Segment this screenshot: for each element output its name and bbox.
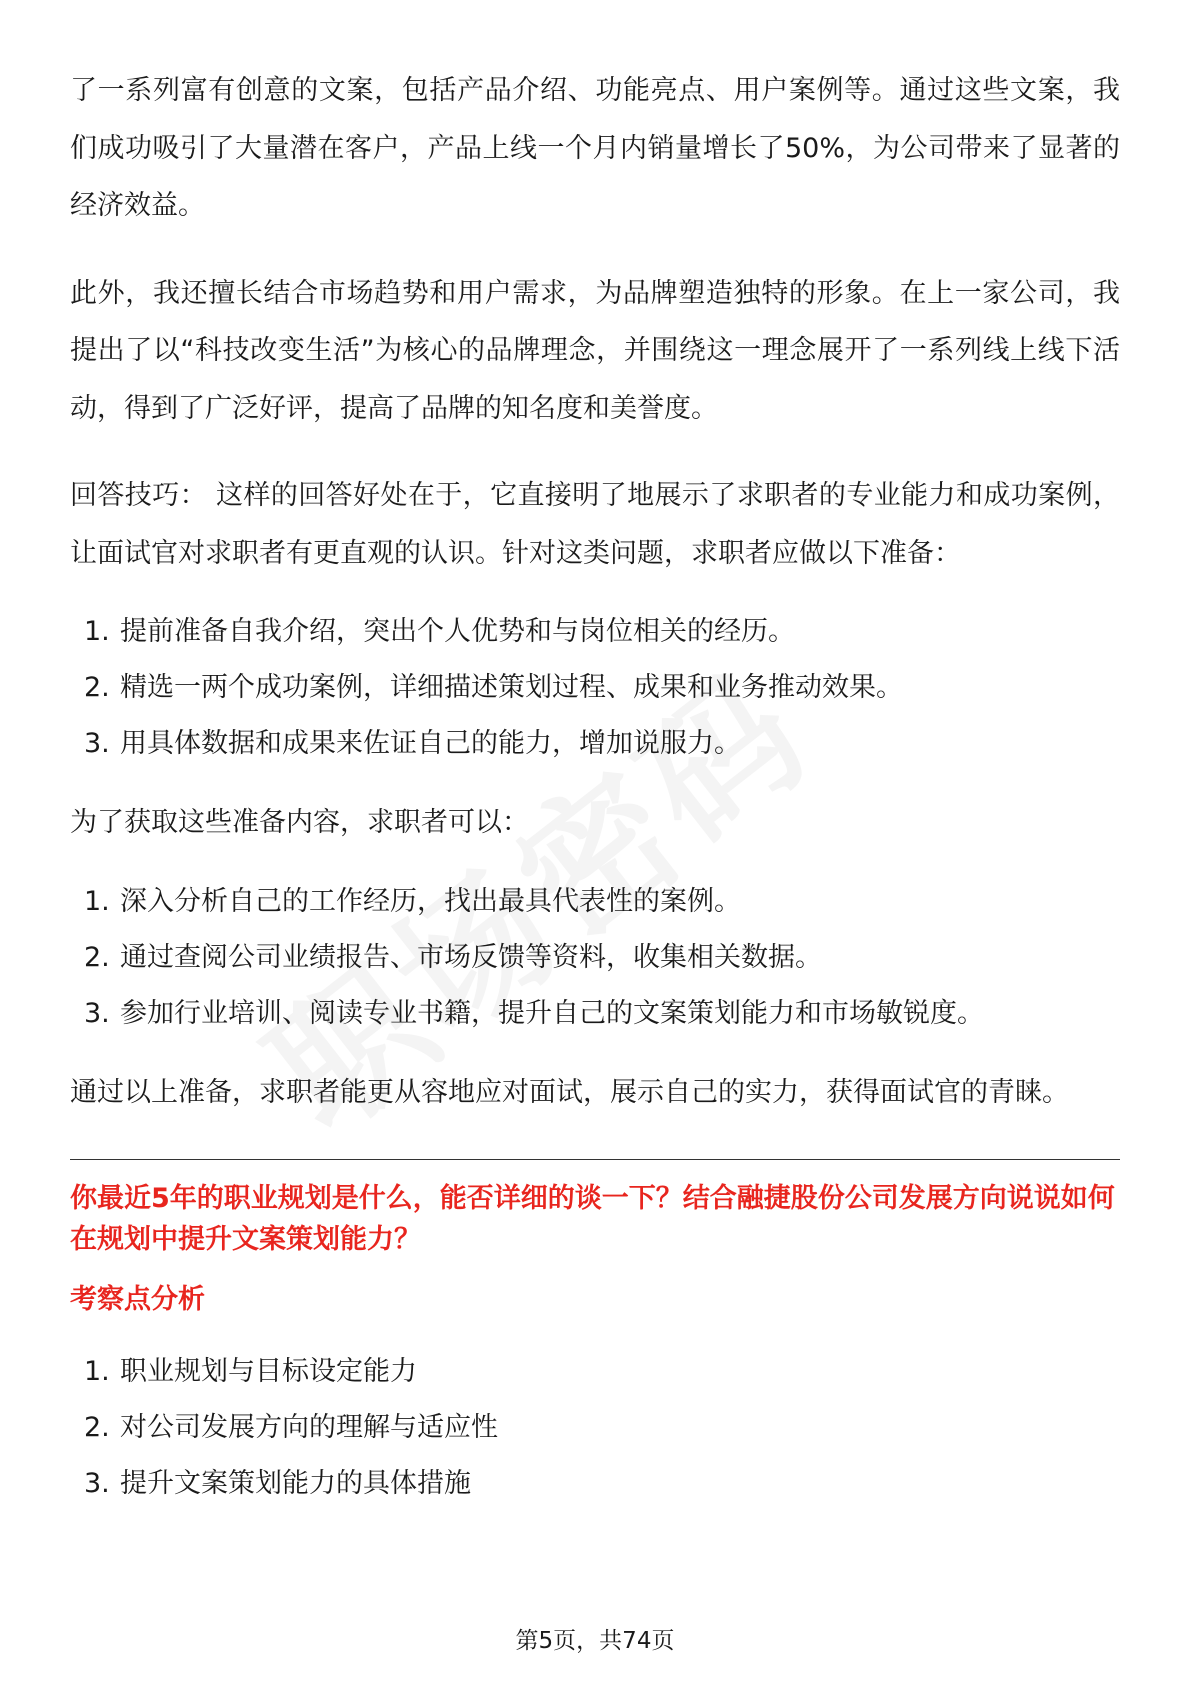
list-item: 3. 提升文案策划能力的具体措施 xyxy=(84,1468,471,1499)
list-item: 3. 参加行业培训、阅读专业书籍，提升自己的文案策划能力和市场敏锐度。 xyxy=(84,997,984,1029)
preparation-list xyxy=(70,604,1120,772)
page-number: 第5页，共74页 xyxy=(515,1628,675,1654)
paragraph-conclusion: 通过以上准备，求职者能更从容地应对面试，展示自己的实力，获得面试官的青睐。 xyxy=(70,1076,1069,1108)
list-item: 2. 对公司发展方向的理解与适应性 xyxy=(84,1412,498,1443)
list-item: 1. 提前准备自我介绍，突出个人优势和与岗位相关的经历。 xyxy=(84,616,795,647)
list-item: 1. 深入分析自己的工作经历，找出最具代表性的案例。 xyxy=(84,885,741,917)
page-content xyxy=(70,62,1120,1512)
analysis-list xyxy=(70,1344,1120,1512)
list-item: 3. 用具体数据和成果来佐证自己的能力，增加说服力。 xyxy=(84,728,741,759)
list-item: 2. 精选一两个成功案例，详细描述策划过程、成果和业务推动效果。 xyxy=(84,672,903,703)
paragraph-obtain: 为了获取这些准备内容，求职者可以： xyxy=(70,807,529,838)
list-item: 1. 职业规划与目标设定能力 xyxy=(84,1356,417,1387)
paragraph-answer-tips: 回答技巧： 这样的回答好处在于，它直接明了地展示了求职者的专业能力和成功案例，让面试官对求职者有更直观的认识。针对这类问题，求职者应做以下准备： xyxy=(70,480,1120,569)
obtain-list xyxy=(70,874,1120,1042)
paragraph-brand: 此外，我还擅长结合市场趋势和用户需求，为品牌塑造独特的形象。在上一家公司，我提出了以“科技改变生活”为核心的品牌理念，并围绕这一理念展开了一系列线上线下活动，得到了广泛好评，提高了品牌的知名度和美誉度。 xyxy=(70,277,1120,424)
paragraph-continuation: 了一系列富有创意的文案，包括产品介绍、功能亮点、用户案例等。通过这些文案，我们成功吸引了大量潜在客户，产品上线一个月内销量增长了50%，为公司带来了显著的经济效益。 xyxy=(70,75,1120,221)
section-heading: 考察点分析 xyxy=(70,1284,205,1315)
list-item: 2. 通过查阅公司业绩报告、市场反馈等资料，收集相关数据。 xyxy=(84,941,822,973)
question-title: 你最近5年的职业规划是什么，能否详细的谈一下？结合融捷股份公司发展方向说说如何在规划中提升文案策划能力？ xyxy=(70,1183,1115,1255)
